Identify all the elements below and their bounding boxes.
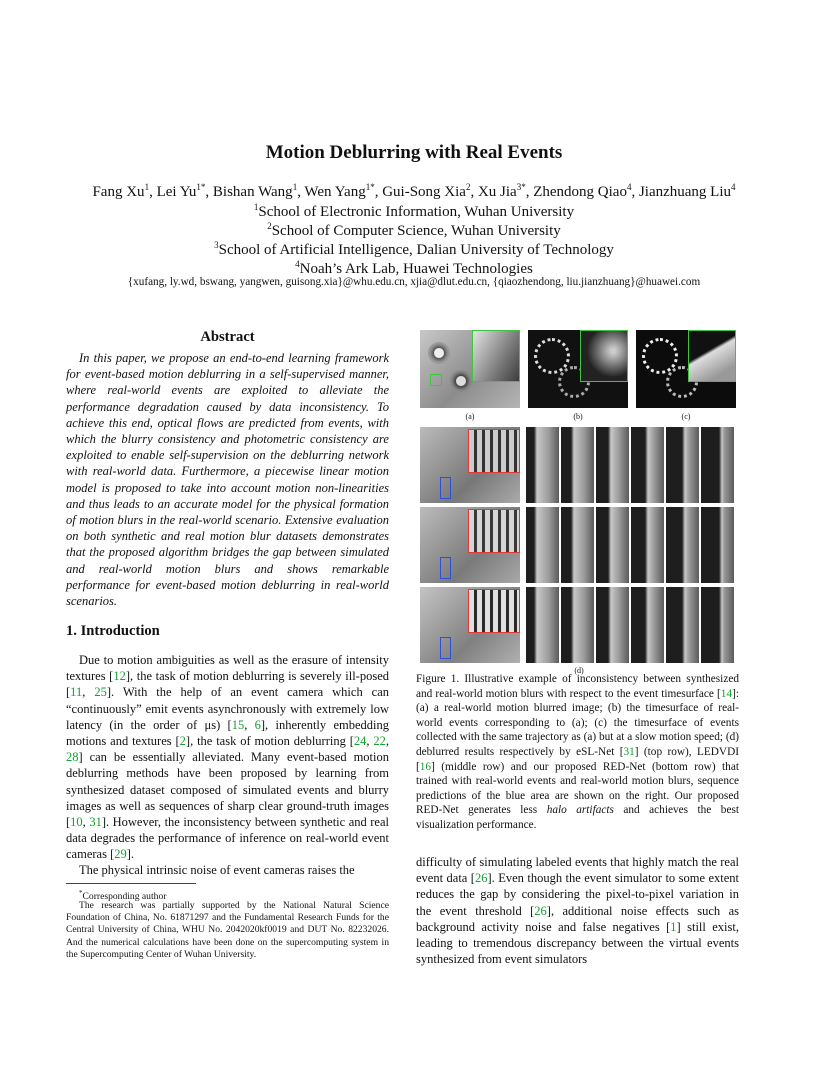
citation-link[interactable]: 28 — [66, 750, 79, 765]
citation-link[interactable]: 31 — [623, 745, 635, 758]
deblur-row-eslnet-main — [420, 427, 520, 503]
author-list: Fang Xu$^1$, Lei $Yu^{1*}$, Bishan Wang$^1$, Wen Yang$^{1*}$, Gui-Song Xia$^2$, Xu Jia$^{3*}$, Zhendong Qiao$^4$, Jianzhuang Liu$^4$ — [92, 182, 736, 200]
roi-box-blue — [440, 477, 451, 499]
figure-panel-a-image — [420, 330, 520, 408]
sequence-frame — [561, 427, 594, 503]
sequence-frame — [631, 507, 664, 583]
citation-link[interactable]: 11 — [70, 685, 83, 700]
figure-label-a: (a) — [465, 412, 475, 421]
citation-link[interactable]: 10 — [70, 815, 83, 830]
citation-link[interactable]: 12 — [113, 669, 126, 684]
figure-panel-c-timesurface — [636, 330, 736, 408]
citation-link[interactable]: 16 — [419, 760, 432, 773]
sequence-frame — [596, 587, 629, 663]
abstract-body: In this paper, we propose an end-to-end learning framework for event-based motion deblurring in a self-supervised manner, where real-world events are exploited to alleviate the performance degradation caused by data inconsistency. To achieve this end, optical flows are predicted from events, with which the blurry consistency and photometric consistency are exploited to enable self-supervision on the deblurring network with real-world data. Furthermore, a piecewise linear motion model is proposed to take into account motion non-linearities and thus leads to an accurate model for the physical formation of motion blurs in the real-world scenario. Extensive evaluation on both synthetic and real motion blur datasets demonstrates that the proposed algorithm bridges the gap between simulated and real-world motion blurs and shows remarkable performance for event-based motion deblurring in real-world scenarios. — [66, 351, 389, 609]
sequence-frame — [596, 507, 629, 583]
zoom-box-green — [472, 330, 520, 382]
sequence-frame — [526, 587, 559, 663]
sequence-frame — [596, 427, 629, 503]
sequence-frame — [666, 427, 699, 503]
citation-link[interactable]: 26 — [474, 871, 488, 886]
citation-link[interactable]: 2 — [179, 734, 186, 749]
citation-link[interactable]: 24 — [353, 734, 367, 749]
zoom-box-red — [468, 429, 520, 473]
roi-box-blue — [440, 557, 451, 579]
intro-paragraph-1: Due to motion ambiguities as well as the erasure of intensity textures [12], the task of motion deblurring is severely ill-posed [11, 25]. With the help of an event camera which can “continuously” emit events asynchronously with extremely low latency (in the order of μs) [15, 6], inherently embedding motions and textures [2], the task of motion deblurring [24, 22, 28] can be essentially alleviated. Many event-based motion deblurring methods have been proposed by learning from synthesized dataset composed of simulated events and blurry images as well as sequences of sharp clear ground-truth images [10, 31]. However, the inconsistency between synthetic and real data degrades the performance of inference on real-world event cameras [29]. — [66, 653, 390, 862]
zoom-box-green — [580, 330, 628, 382]
body-text-continuation: difficulty of simulating labeled events that highly match the real event data [26]. Even though the event simulator to some extent reduces the gap by considering the pixel-to-pixel variation in the event threshold [26], additional noise effects such as background activity noise and false negatives [1] still exist, leading to tremendous discrepancy between the virtual events synthesized from event simulators — [416, 855, 739, 967]
sequence-frame — [631, 427, 664, 503]
sequence-frame — [526, 427, 559, 503]
sequence-frame — [701, 507, 734, 583]
affiliation-3: $^3$School of Artificial Intelligence, Dalian University of Technology — [214, 240, 614, 258]
zoom-box-red — [468, 589, 520, 633]
affiliation-1: $^1$School of Electronic Information, Wuhan University — [253, 202, 575, 220]
sequence-frame — [666, 507, 699, 583]
figure-1 — [420, 330, 738, 675]
sequence-frame — [701, 587, 734, 663]
abstract-heading: Abstract — [200, 329, 255, 345]
zoom-box-green — [688, 330, 736, 382]
figure-1-caption: Figure 1. Illustrative example of inconsistency between synthesized and real-world motion blurs with respect to the event timesurface [14]: (a) a real-world motion blurred image; (b) the timesurface of real-world events corresponding to (a); (c) the timesurface of events collected with the same trajectory as (a) but at a slow motion speed; (d) deblurred results respectively by eSL-Net [31] (top row), LEDVDI [16] (middle row) and our proposed RED-Net (bottom row) that trained with real-world events and real-world motion blurs, sequence predictions of the blue area are shown on the right. Our proposed RED-Net generates less halo artifacts and achieves the best visualization performance. — [416, 673, 740, 831]
citation-link[interactable]: 15 — [231, 717, 245, 732]
author-emails: {xufang, ly.wd, bswang, yangwen, guisong.xia}@whu.edu.cn, xjia@dlut.edu.cn, {qiaozhendong, liu.jianzhuang}@huawei.com — [127, 276, 701, 288]
sequence-frame — [561, 587, 594, 663]
deblur-row-ledvdi-main — [420, 507, 520, 583]
citation-link[interactable]: 6 — [254, 717, 261, 732]
figure-label-b: (b) — [573, 412, 583, 421]
footnote-corresponding: *Corresponding author — [79, 889, 167, 903]
introduction-heading: 1. Introduction — [66, 623, 160, 639]
intro-paragraph-2: The physical intrinsic noise of event cameras raises the — [79, 863, 355, 877]
footnote-funding: The research was partially supported by the National Natural Science Foundation of China, No. 61871297 and the Fundamental Research Funds for the Central University of China, WHU No. 2042020kf0019 and DUT No. 82232026. And the numerical calculations have been done on the supercomputing system in the Supercomputing Center of Wuhan University. — [66, 900, 389, 960]
footnote-rule — [66, 883, 196, 884]
sequence-frame — [631, 587, 664, 663]
sequence-frame — [561, 507, 594, 583]
figure-panel-b-timesurface — [528, 330, 628, 408]
figure-label-d: (d) — [574, 666, 584, 675]
citation-link[interactable]: 31 — [89, 815, 102, 830]
roi-box-green — [430, 374, 442, 386]
roi-box-blue — [440, 637, 451, 659]
citation-link[interactable]: 1 — [670, 919, 677, 934]
sequence-frame — [526, 507, 559, 583]
citation-link[interactable]: 14 — [720, 687, 733, 700]
citation-link[interactable]: 26 — [534, 903, 547, 918]
citation-link[interactable]: 29 — [114, 847, 127, 862]
deblur-row-rednet-main — [420, 587, 520, 663]
affiliation-2: $^2$School of Computer Science, Wuhan University — [267, 221, 561, 239]
sequence-frame — [701, 427, 734, 503]
zoom-box-red — [468, 509, 520, 553]
citation-link[interactable]: 25 — [94, 685, 107, 700]
sequence-frame — [666, 587, 699, 663]
paper-title: Motion Deblurring with Real Events — [265, 142, 563, 163]
figure-label-c: (c) — [681, 412, 691, 421]
affiliation-4: $^4$Noah’s Ark Lab, Huawei Technologies — [295, 259, 533, 277]
citation-link[interactable]: 22 — [373, 734, 386, 749]
